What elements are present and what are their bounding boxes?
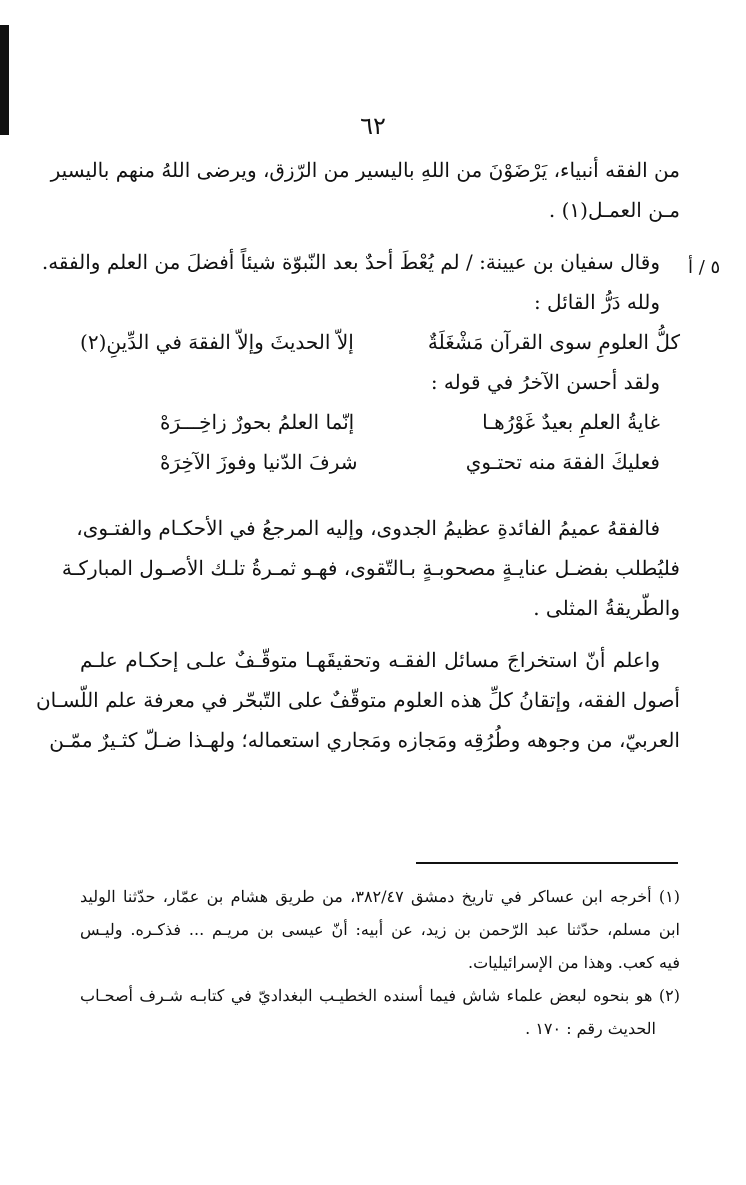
footnote-line: (٢) هو بنحوه لبعض علماء شاش فيما أسنده الخطيـب البغداديّ في كتابـه شـرف أصحـاب — [80, 986, 680, 1005]
text-line: وقال سفيان بن عيينة: / لم يُعْطَ أحدٌ بعد النّبوّة شيئاً أفضلَ من العلم والفقه. — [41, 250, 660, 274]
main-text — [35, 150, 680, 760]
text-line: فليُطلب بفضـل عنايـةٍ مصحوبـةٍ بـالتّقوى، فهـو ثمـرةُ تلـك الأصـول المباركـة — [61, 556, 680, 580]
margin-folio-note: ٥ / أ — [688, 257, 721, 278]
footnote-line: فيه كعب. وهذا من الإسرائيليات. — [468, 953, 680, 972]
text-line: أصول الفقه، وإتقانُ كلِّ هذه العلوم متوقّفٌ على التّبحّر في معرفة علم اللّسـان — [35, 688, 680, 712]
verse-hemistich-right: فعليكَ الفقهَ منه تحتـوي — [465, 450, 660, 474]
text-line: واعلم أنّ استخراجَ مسائل الفقـه وتحقيقَهـا متوقّـفٌ علـى إحكـام علـم — [80, 648, 660, 672]
text-line: ولقد أحسن الآخرُ في قوله : — [430, 370, 660, 394]
verse-line — [80, 322, 680, 362]
footnote-line: (١) أخرجه ابن عساكر في تاريخ دمشق ٣٨٢/٤٧، من طريق هشام بن عمّار، حدّثنا الوليد — [80, 887, 681, 906]
footnote-separator — [416, 862, 678, 864]
footnotes — [80, 880, 680, 1045]
text-line: والطّريقةُ المثلى . — [533, 596, 680, 620]
footnote-line: ابن مسلم، حدّثنا عبد الرّحمن بن زيد، عن أبيه: أنّ عيسى بن مريـم ... فذكـره. وليـس — [80, 920, 680, 939]
footnote-line: الحديث رقم : ١٧٠ . — [525, 1019, 656, 1038]
text-line: من الفقه أنبياء، يَرْضَوْنَ من اللهِ باليسير من الرّزق، ويرضى اللهُ منهم باليسير — [50, 158, 680, 182]
verse-line — [80, 402, 680, 442]
text-line: مـن العمـل(١) . — [548, 198, 680, 222]
text-line: فالفقهُ عميمُ الفائدةِ عظيمُ الجدوى، وإليه المرجعُ في الأحكـام والفتـوى، — [76, 516, 660, 540]
verse-hemistich-left: إنّما العلمُ بحورٌ زاخِـــرَهْ — [160, 410, 355, 434]
page-number: ٦٢ — [360, 112, 386, 140]
text-line: ولله دَرُّ القائل : — [533, 290, 660, 314]
text-line: العربيّ، من وجوهه وطُرُقِه ومَجازه ومَجاري استعماله؛ ولهـذا ضـلّ كثـيرٌ ممّـن — [49, 728, 680, 752]
verse-hemistich-right: كلُّ العلومِ سوى القرآن مَشْغَلَةٌ — [427, 330, 680, 354]
verse-hemistich-right: غايةُ العلمِ بعيدٌ غَوْرُهـا — [482, 410, 660, 434]
verse-line — [80, 442, 680, 482]
verse-hemistich-left: إلاّ الحديثَ وإلاّ الفقهَ في الدِّينِ(٢) — [80, 330, 354, 354]
verse-hemistich-left: شرفَ الدّنيا وفوزَ الآخِرَهْ — [160, 450, 358, 474]
